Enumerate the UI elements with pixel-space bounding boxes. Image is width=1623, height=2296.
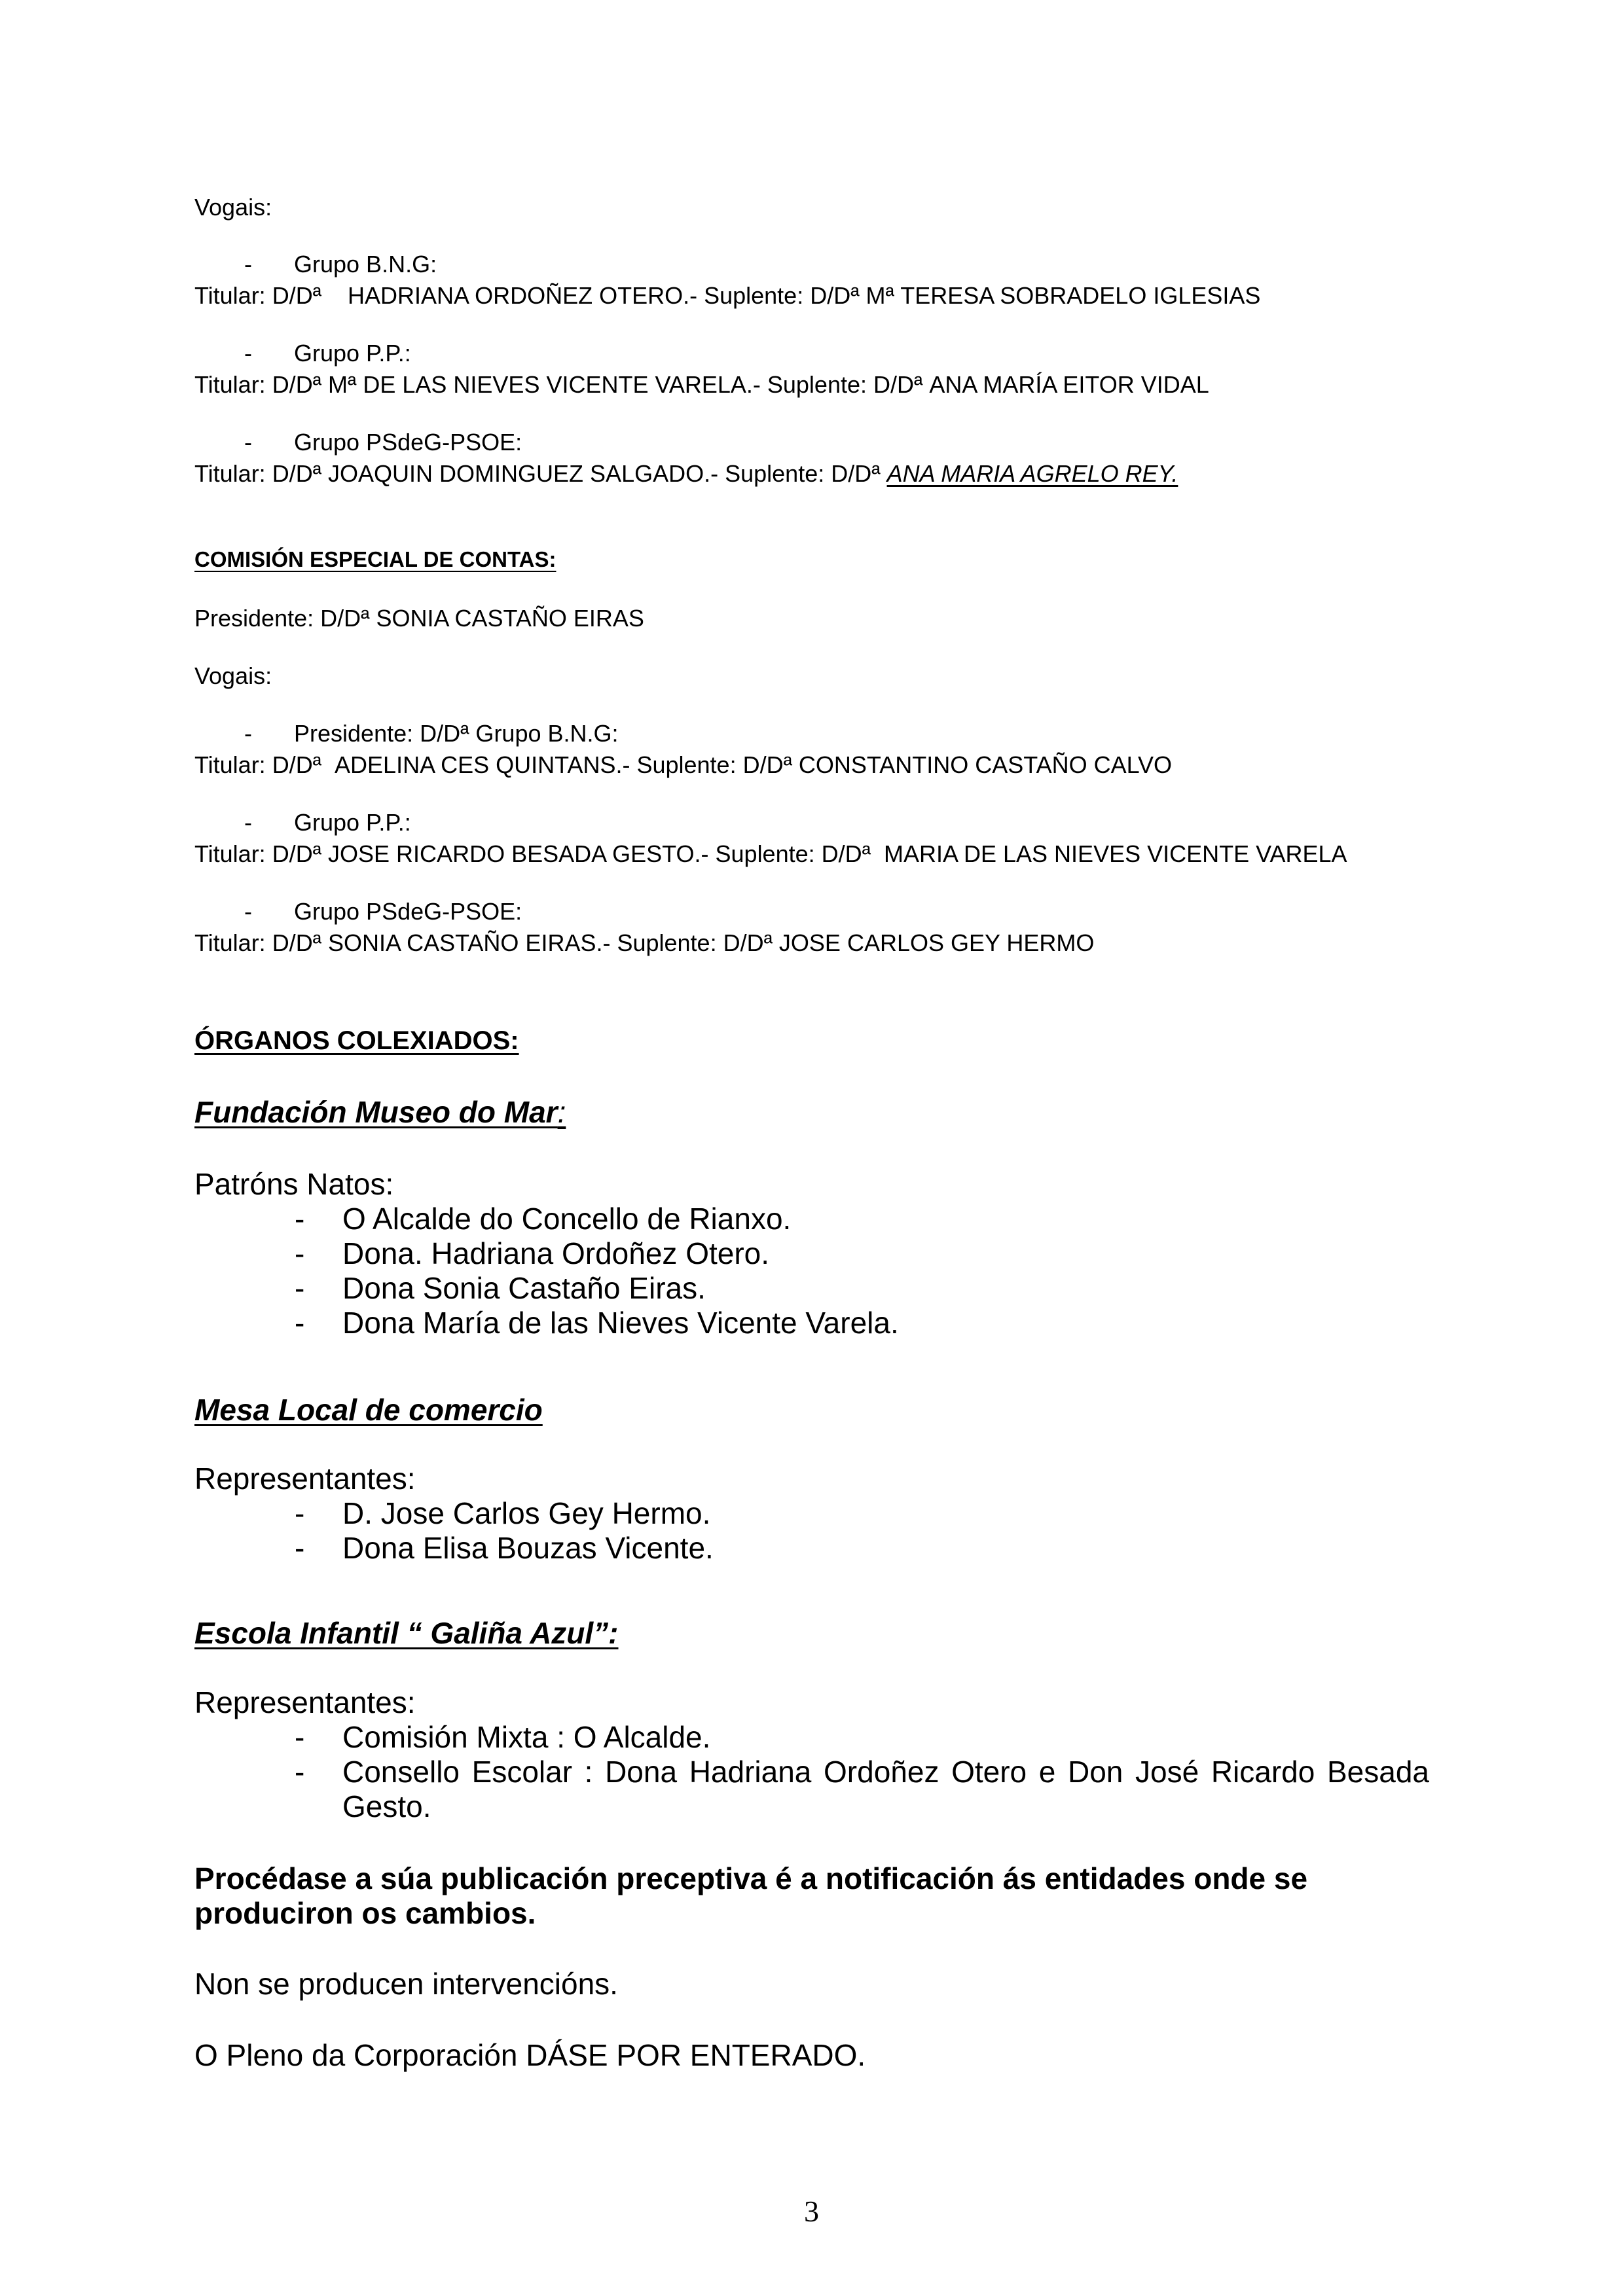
list-dash: - bbox=[244, 429, 252, 456]
list-item: Dona. Hadriana Ordoñez Otero. bbox=[342, 1236, 770, 1270]
escola-heading: Escola Infantil “ Galiña Azul”: bbox=[194, 1616, 619, 1650]
suplente-name: ANA MARIA AGRELO REY. bbox=[886, 460, 1178, 487]
list-item: Dona María de las Nieves Vicente Varela. bbox=[342, 1306, 899, 1340]
list-item: O Alcalde do Concello de Rianxo. bbox=[342, 1202, 792, 1236]
list-item: Dona Elisa Bouzas Vicente. bbox=[342, 1531, 714, 1565]
titular-line: Titular: D/Dª JOAQUIN DOMINGUEZ SALGADO.- Suplente: D/Dª ANA MARIA AGRELO REY. bbox=[194, 460, 1178, 487]
titular-name: SONIA CASTAÑO EIRAS bbox=[328, 929, 596, 956]
non-intervencions: Non se producen intervencións. bbox=[194, 1967, 618, 2001]
list-item: Dona Sonia Castaño Eiras. bbox=[342, 1271, 706, 1305]
list-dash: - bbox=[295, 1271, 305, 1305]
list-dash: - bbox=[244, 720, 252, 747]
suplente-name: CONSTANTINO CASTAÑO CALVO bbox=[798, 751, 1172, 778]
group-label: Grupo P.P.: bbox=[294, 809, 411, 836]
list-dash: - bbox=[244, 251, 252, 278]
titular-name: ADELINA CES QUINTANS bbox=[335, 751, 616, 778]
comision-heading: COMISIÓN ESPECIAL DE CONTAS: bbox=[194, 547, 556, 571]
organos-heading: ÓRGANOS COLEXIADOS: bbox=[194, 1026, 519, 1055]
list-dash: - bbox=[244, 809, 252, 836]
titular-name: HADRIANA ORDOÑEZ OTERO bbox=[348, 282, 684, 309]
group-label: Grupo PSdeG-PSOE: bbox=[294, 429, 522, 456]
group-label: Presidente: D/Dª Grupo B.N.G: bbox=[294, 720, 619, 747]
list-item-continuation: Gesto. bbox=[342, 1789, 431, 1823]
mesa-heading: Mesa Local de comercio bbox=[194, 1393, 543, 1427]
procedase-text: Procédase a súa publicación preceptiva é a notificación ás entidades onde se bbox=[194, 1861, 1308, 1895]
suplente-name: Mª TERESA SOBRADELO IGLESIAS bbox=[866, 282, 1261, 309]
presidente-line: Presidente: D/Dª SONIA CASTAÑO EIRAS bbox=[194, 605, 644, 632]
titular-line: Titular: D/Dª Mª DE LAS NIEVES VICENTE VARELA.- Suplente: D/Dª ANA MARÍA EITOR VIDAL bbox=[194, 371, 1209, 398]
group-label: Grupo P.P.: bbox=[294, 340, 411, 367]
escola-intro: Representantes: bbox=[194, 1685, 416, 1719]
pleno-enterado: O Pleno da Corporación DÁSE POR ENTERADO. bbox=[194, 2038, 866, 2072]
list-dash: - bbox=[295, 1755, 305, 1789]
mesa-intro: Representantes: bbox=[194, 1462, 416, 1496]
list-dash: - bbox=[295, 1720, 305, 1754]
list-item: Comisión Mixta : O Alcalde. bbox=[342, 1720, 711, 1754]
titular-name: JOAQUIN DOMINGUEZ SALGADO bbox=[328, 460, 704, 487]
list-item: Consello Escolar : Dona Hadriana Ordoñez Otero e Don José Ricardo Besada bbox=[342, 1755, 1429, 1789]
list-dash: - bbox=[244, 340, 252, 367]
suplente-name: ANA MARÍA EITOR VIDAL bbox=[929, 371, 1209, 398]
titular-line: Titular: D/Dª HADRIANA ORDOÑEZ OTERO.- Suplente: D/Dª Mª TERESA SOBRADELO IGLESIAS bbox=[194, 282, 1261, 309]
titular-line: Titular: D/Dª JOSE RICARDO BESADA GESTO.- Suplente: D/Dª MARIA DE LAS NIEVES VICENTE VARELA bbox=[194, 840, 1347, 867]
titular-name: Mª DE LAS NIEVES VICENTE VARELA bbox=[328, 371, 746, 398]
fundacion-heading: Fundación Museo do Mar: bbox=[194, 1095, 566, 1129]
group-label: Grupo PSdeG-PSOE: bbox=[294, 898, 522, 925]
titular-line: Titular: D/Dª ADELINA CES QUINTANS.- Suplente: D/Dª CONSTANTINO CASTAÑO CALVO bbox=[194, 751, 1172, 778]
list-item: D. Jose Carlos Gey Hermo. bbox=[342, 1496, 711, 1530]
procedase-text-continuation: produciron os cambios. bbox=[194, 1896, 536, 1930]
list-dash: - bbox=[295, 1496, 305, 1530]
titular-name: JOSE RICARDO BESADA GESTO bbox=[328, 840, 695, 867]
list-dash: - bbox=[295, 1306, 305, 1340]
suplente-name: MARIA DE LAS NIEVES VICENTE VARELA bbox=[883, 840, 1347, 867]
group-label: Grupo B.N.G: bbox=[294, 251, 437, 278]
patrons-intro: Patróns Natos: bbox=[194, 1167, 394, 1201]
list-dash: - bbox=[295, 1202, 305, 1236]
page-number: 3 bbox=[804, 2195, 819, 2228]
suplente-name: JOSE CARLOS GEY HERMO bbox=[778, 929, 1095, 956]
presidente-name: SONIA CASTAÑO EIRAS bbox=[376, 605, 644, 632]
list-dash: - bbox=[244, 898, 252, 925]
list-dash: - bbox=[295, 1531, 305, 1565]
list-dash: - bbox=[295, 1236, 305, 1270]
vogais-label: Vogais: bbox=[194, 194, 272, 221]
titular-line: Titular: D/Dª SONIA CASTAÑO EIRAS.- Suplente: D/Dª JOSE CARLOS GEY HERMO bbox=[194, 929, 1095, 956]
vogais-label: Vogais: bbox=[194, 662, 272, 689]
